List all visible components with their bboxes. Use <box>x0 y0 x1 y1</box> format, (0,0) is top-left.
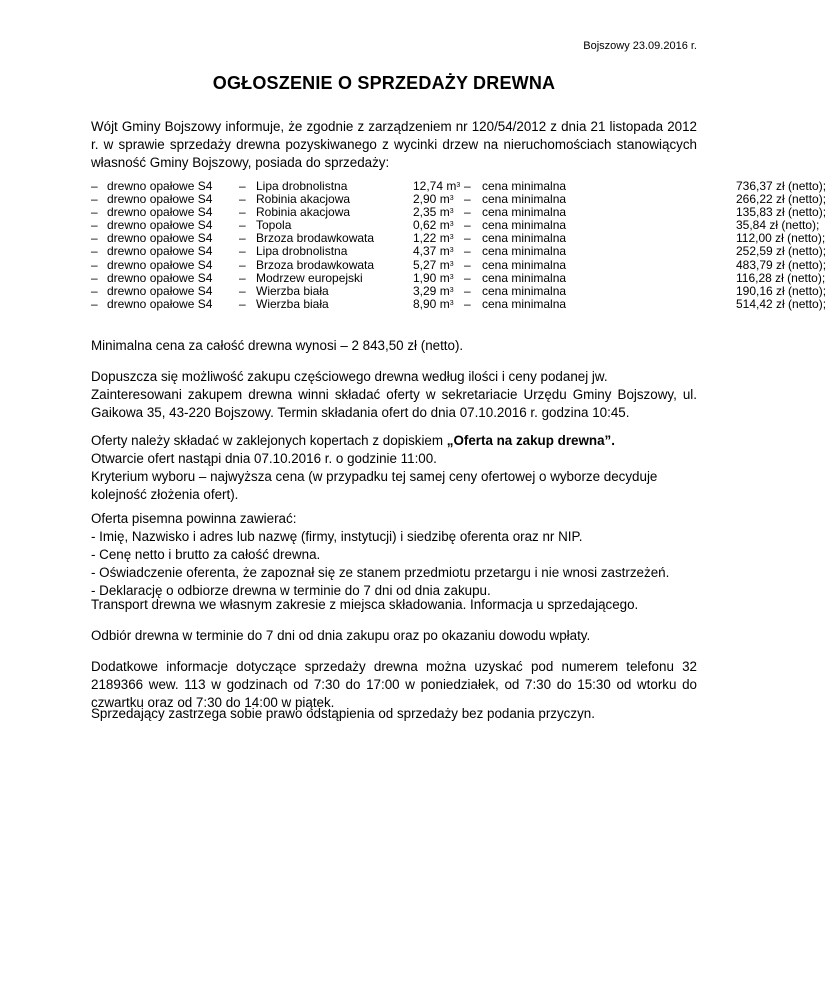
item-dash: – <box>91 205 98 220</box>
price-label: cena minimalna <box>482 205 567 220</box>
item-dash: – <box>91 244 98 259</box>
volume-value: 0,62 <box>413 218 437 233</box>
item-dash: – <box>91 179 98 193</box>
item-dash: – <box>464 283 471 298</box>
item-dash: – <box>91 270 98 285</box>
wood-species: Wierzba biała <box>256 283 329 298</box>
unit-exponent: 3 <box>449 286 454 294</box>
intro-paragraph: Wójt Gminy Bojszowy informuje, że zgodnie z zarządzeniem nr 120/54/2012 z dnia 21 listopada 2012 r. w sprawie sprzedaży drewna pozyskiwanego z wycinki drzew na nieruchomościach stanowiących własność Gminy Bojszowy, posiada do sprzedaży: <box>91 119 697 170</box>
volume-unit: m <box>439 296 450 311</box>
envelope-label: „Oferta na zakup drewna”. <box>446 433 615 448</box>
wood-species: Brzoza brodawkowata <box>256 257 375 272</box>
wood-item-row <box>91 257 826 272</box>
price-label: cena minimalna <box>482 296 567 311</box>
requirement-item: - Imię, Nazwisko i adres lub nazwę (firmy, instytucji) i siedzibę oferenta oraz nr NIP. <box>91 529 583 544</box>
wood-item-row <box>91 296 826 311</box>
item-dash: – <box>464 192 471 207</box>
unit-exponent: 3 <box>449 208 454 216</box>
minimum-price: 483,79 zł (netto); <box>736 257 826 272</box>
unit-exponent: 3 <box>449 273 454 281</box>
contact-info: Dodatkowe informacje dotyczące sprzedaży drewna można uzyskać pod numerem telefonu 32 2189366 wew. 113 w godzinach od 7:30 do 17:00 w poniedziałek, od 7:30 do 15:30 od wtorku do czwartku oraz od 7:30 do 14:00 w piątek. <box>91 659 697 710</box>
wood-species: Lipa drobnolistna <box>256 179 348 193</box>
volume-value: 2,35 <box>413 205 437 220</box>
volume-value: 4,37 <box>413 244 437 259</box>
item-dash: – <box>239 205 246 220</box>
wood-type: drewno opałowe S4 <box>107 244 213 259</box>
item-dash: – <box>464 179 471 193</box>
wood-type: drewno opałowe S4 <box>107 231 213 246</box>
volume-value: 12,74 <box>413 179 444 193</box>
price-label: cena minimalna <box>482 192 567 207</box>
item-dash: – <box>239 257 246 272</box>
minimum-price: 35,84 zł (netto); <box>736 218 820 233</box>
minimum-price: 514,42 zł (netto); <box>736 296 826 311</box>
minimum-total-price: Minimalna cena za całość drewna wynosi – 2 843,50 zł (netto). <box>91 338 464 353</box>
requirement-item: - Cenę netto i brutto za całość drewna. <box>91 547 321 562</box>
volume-unit: m <box>439 270 450 285</box>
price-label: cena minimalna <box>482 244 567 259</box>
item-dash: – <box>464 231 471 246</box>
volume-unit: m <box>439 257 450 272</box>
item-dash: – <box>239 218 246 233</box>
price-label: cena minimalna <box>482 257 567 272</box>
offers-section <box>91 432 697 504</box>
item-dash: – <box>464 270 471 285</box>
price-label: cena minimalna <box>482 231 567 246</box>
wood-species: Modrzew europejski <box>256 270 363 285</box>
wood-species: Brzoza brodawkowata <box>256 231 375 246</box>
wood-species: Topola <box>256 218 292 233</box>
wood-items-list <box>91 179 826 311</box>
price-label: cena minimalna <box>482 283 567 298</box>
item-dash: – <box>239 283 246 298</box>
volume-value: 1,90 <box>413 270 437 285</box>
envelope-text: Oferty należy składać w zaklejonych kopertach z dopiskiem <box>91 433 447 448</box>
requirements-heading: Oferta pisemna powinna zawierać: <box>91 511 297 526</box>
volume-unit: m <box>439 218 450 233</box>
minimum-price: 112,00 zł (netto); <box>736 231 826 246</box>
volume-value: 3,29 <box>413 283 437 298</box>
wood-type: drewno opałowe S4 <box>107 283 213 298</box>
unit-exponent: 3 <box>449 234 454 242</box>
unit-exponent: 3 <box>449 195 454 203</box>
reservation-note: Sprzedający zastrzega sobie prawo odstąpienia od sprzedaży bez podania przyczyn. <box>91 706 595 721</box>
requirements-section <box>91 510 697 600</box>
requirement-item: - Oświadczenie oferenta, że zapoznał się ze stanem przedmiotu przetargu i nie wnosi zastrzeżeń. <box>91 565 670 580</box>
minimum-price: 190,16 zł (netto); <box>736 283 826 298</box>
wood-item-row <box>91 283 826 298</box>
document-date: Bojszowy 23.09.2016 r. <box>583 40 697 52</box>
wood-type: drewno opałowe S4 <box>107 218 213 233</box>
volume-unit: m <box>446 179 457 193</box>
wood-type: drewno opałowe S4 <box>107 270 213 285</box>
unit-exponent: 3 <box>449 299 454 307</box>
transport-info: Transport drewna we własnym zakresie z miejsca składowania. Informacja u sprzedającego. <box>91 597 639 612</box>
price-label: cena minimalna <box>482 179 567 193</box>
wood-item-row <box>91 270 826 285</box>
item-dash: – <box>239 179 246 193</box>
wood-item-row <box>91 244 826 259</box>
volume-value: 1,22 <box>413 231 437 246</box>
minimum-price: 736,37 zł (netto); <box>736 179 826 193</box>
selection-criterion: Kryterium wyboru – najwyższa cena (w przypadku tej samej ceny ofertowej o wyborze decyduje kolejność złożenia ofert). <box>91 469 658 502</box>
item-dash: – <box>239 270 246 285</box>
price-label: cena minimalna <box>482 218 567 233</box>
item-dash: – <box>239 192 246 207</box>
item-dash: – <box>464 205 471 220</box>
item-dash: – <box>464 296 471 311</box>
volume-unit: m <box>439 192 450 207</box>
item-dash: – <box>239 231 246 246</box>
price-label: cena minimalna <box>482 270 567 285</box>
volume-value: 2,90 <box>413 192 437 207</box>
pickup-info: Odbiór drewna w terminie do 7 dni od dnia zakupu oraz po okazaniu dowodu wpłaty. <box>91 628 591 643</box>
wood-type: drewno opałowe S4 <box>107 296 213 311</box>
wood-type: drewno opałowe S4 <box>107 179 213 193</box>
item-dash: – <box>91 257 98 272</box>
wood-type: drewno opałowe S4 <box>107 205 213 220</box>
minimum-price: 266,22 zł (netto); <box>736 192 826 207</box>
minimum-price: 116,28 zł (netto); <box>736 270 826 285</box>
wood-species: Wierzba biała <box>256 296 329 311</box>
volume-unit: m <box>439 205 450 220</box>
minimum-price: 135,83 zł (netto); <box>736 205 826 220</box>
unit-exponent: 3 <box>449 260 454 268</box>
volume-unit: m <box>439 283 450 298</box>
wood-species: Robinia akacjowa <box>256 205 351 220</box>
volume-value: 8,90 <box>413 296 437 311</box>
item-dash: – <box>91 296 98 311</box>
unit-exponent: 3 <box>449 221 454 229</box>
document-title: OGŁOSZENIE O SPRZEDAŻY DREWNA <box>212 73 556 93</box>
volume-unit: m <box>439 231 450 246</box>
item-dash: – <box>239 244 246 259</box>
volume-unit: m <box>439 244 450 259</box>
unit-exponent: 3 <box>456 182 461 189</box>
unit-exponent: 3 <box>449 247 454 255</box>
partial-purchase-note: Dopuszcza się możliwość zakupu częściowego drewna według ilości i ceny podanej jw. <box>91 369 608 384</box>
wood-type: drewno opałowe S4 <box>107 257 213 272</box>
item-dash: – <box>464 244 471 259</box>
envelope-instruction <box>91 432 697 450</box>
item-dash: – <box>91 283 98 298</box>
item-dash: – <box>91 218 98 233</box>
item-dash: – <box>464 257 471 272</box>
wood-type: drewno opałowe S4 <box>107 192 213 207</box>
volume-value: 5,27 <box>413 257 437 272</box>
submission-info: Zainteresowani zakupem drewna winni składać oferty w sekretariacie Urzędu Gminy Bojszowy, ul. Gaikowa 35, 43-220 Bojszowy. Termin składania ofert do dnia 07.10.2016 r. godzina 10:45. <box>91 387 697 420</box>
item-dash: – <box>239 296 246 311</box>
requirement-item: - Deklarację o odbiorze drewna w terminie do 7 dni od dnia zakupu. <box>91 583 491 598</box>
item-dash: – <box>464 218 471 233</box>
item-dash: – <box>91 231 98 246</box>
minimum-price: 252,59 zł (netto); <box>736 244 826 259</box>
opening-info: Otwarcie ofert nastąpi dnia 07.10.2016 r. o godzinie 11:00. <box>91 451 437 466</box>
item-dash: – <box>91 192 98 207</box>
wood-volume <box>413 298 454 311</box>
wood-species: Lipa drobnolistna <box>256 244 348 259</box>
wood-species: Robinia akacjowa <box>256 192 351 207</box>
